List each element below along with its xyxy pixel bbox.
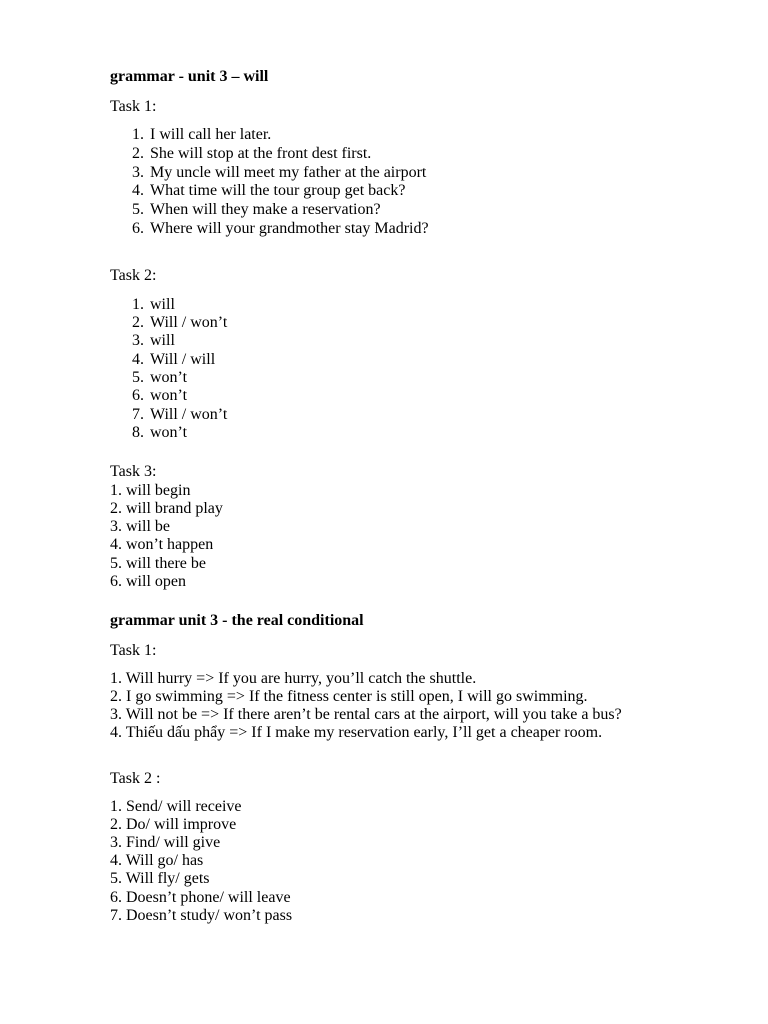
list-item: 3. will <box>132 332 175 350</box>
list-item: 2. Do/ will improve <box>110 816 237 834</box>
section-2-task-2-lines <box>110 798 730 925</box>
list-item: 3. will be <box>110 518 170 536</box>
list-item: 2. I go swimming => If the fitness center is still open, I will go swimming. <box>110 687 588 705</box>
list-item: 6. will open <box>110 572 186 590</box>
list-item: 3. My uncle will meet my father at the airport <box>132 163 427 181</box>
list-item: 1. Send/ will receive <box>110 798 242 816</box>
list-item: 2. will brand play <box>110 500 223 518</box>
section-1-task-3-label: Task 3: <box>110 463 157 481</box>
section-2-task-1-lines <box>110 670 730 742</box>
section-2-task-2-label: Task 2 : <box>110 770 161 788</box>
list-item: 4. Will go/ has <box>110 852 204 870</box>
list-item: 5. won’t <box>132 368 188 386</box>
document-page <box>110 67 730 925</box>
list-item: 7. Doesn’t study/ won’t pass <box>110 906 293 924</box>
list-item: 1. Will hurry => If you are hurry, you’ll catch the shuttle. <box>110 669 477 687</box>
list-item: 6. Doesn’t phone/ will leave <box>110 888 291 906</box>
list-item: 2. She will stop at the front dest first. <box>132 144 372 162</box>
section-1-task-1-list <box>110 126 730 239</box>
list-item: 4. won’t happen <box>110 536 214 554</box>
list-item: 6. won’t <box>132 387 188 405</box>
list-item: 3. Find/ will give <box>110 834 221 852</box>
list-item: 5. When will they make a reservation? <box>132 201 381 219</box>
list-item: 6. Where will your grandmother stay Madrid? <box>132 219 429 237</box>
list-item: 4. Thiếu dấu phẩy => If I make my reservation early, I’ll get a cheaper room. <box>110 724 603 741</box>
list-item: 4. Will / will <box>132 350 216 368</box>
list-item: 5. will there be <box>110 554 206 572</box>
section-2-heading: grammar unit 3 - the real conditional <box>110 611 364 629</box>
list-item: 7. Will / won’t <box>132 405 228 423</box>
list-item: 8. won’t <box>132 423 188 441</box>
list-item: 4. What time will the tour group get back? <box>132 182 406 200</box>
list-item: 5. Will fly/ gets <box>110 870 210 888</box>
list-item: 1. will <box>132 295 175 313</box>
section-1-task-3-lines <box>110 482 730 591</box>
list-item: 1. I will call her later. <box>132 126 272 143</box>
section-1-task-2-list <box>110 296 730 442</box>
section-1-heading: grammar - unit 3 – will <box>110 68 269 85</box>
section-1-task-2-label: Task 2: <box>110 266 157 284</box>
list-item: 3. Will not be => If there aren’t be rental cars at the airport, will you take a bus? <box>110 705 622 723</box>
section-2-task-1-label: Task 1: <box>110 641 157 659</box>
section-1-task-1-label: Task 1: <box>110 98 157 115</box>
list-item: 2. Will / won’t <box>132 314 228 332</box>
list-item: 1. will begin <box>110 482 191 500</box>
